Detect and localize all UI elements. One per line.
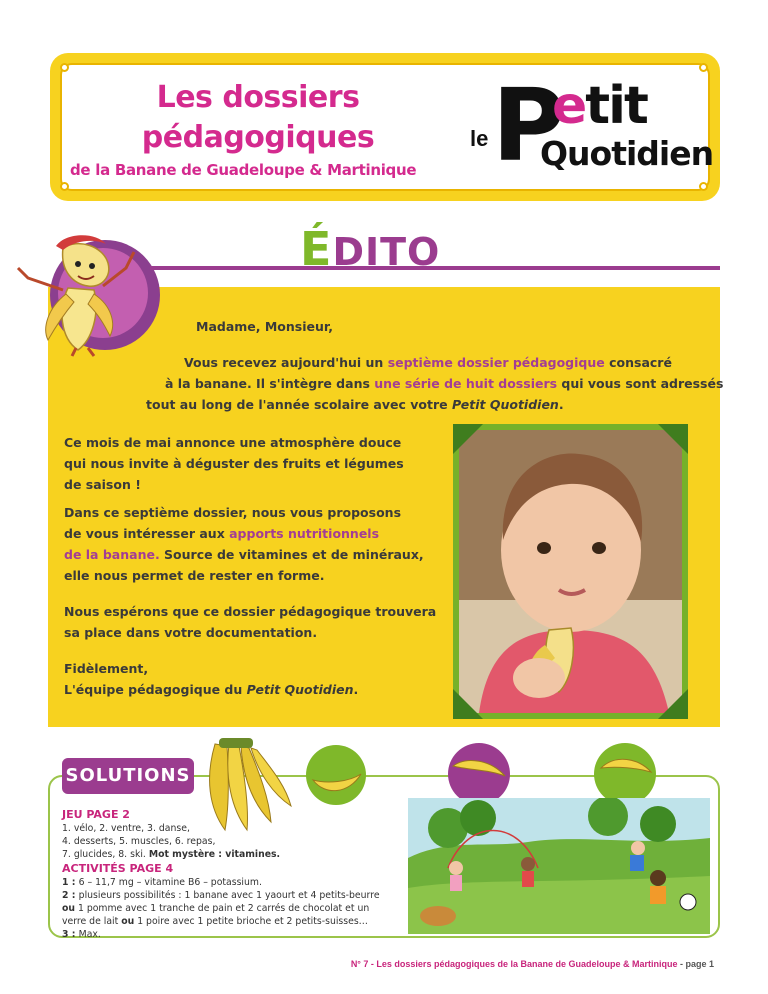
title-line-1: Les dossiers (156, 80, 360, 115)
logo-etit: etit (552, 76, 647, 136)
edito-paragraph-4: Nous espérons que ce dossier pédagogique trouvera sa place dans votre documentation. (64, 604, 437, 640)
banana-circle-purple-icon (447, 742, 511, 806)
edito-signature: Fidèlement, L'équipe pédagogique du Petit Quotidien. (64, 661, 359, 697)
page-subtitle: de la Banane de Guadeloupe & Martinique (70, 161, 417, 179)
jeu-heading: JEU PAGE 2 (62, 808, 130, 821)
activites-heading: ACTIVITÉS PAGE 4 (62, 862, 174, 875)
logo-p: P (492, 67, 560, 184)
corner-dot (60, 182, 69, 191)
corner-dot (699, 63, 708, 72)
solutions-heading: SOLUTIONS (62, 758, 194, 794)
banana-circle-green-icon (593, 742, 657, 806)
photo-corner-icon (453, 424, 483, 454)
logo-le: le (470, 126, 489, 151)
photo-corner-icon (658, 689, 688, 719)
edito-paragraph-1-line-1: Vous recevez aujourd'hui un septième dossier pédagogique consacré (184, 355, 672, 370)
corner-dot (60, 63, 69, 72)
page-title (128, 78, 388, 158)
edito-paragraph-2: Ce mois de mai annonce une atmosphère douce qui nous invite à déguster des fruits et légumes de saison ! (64, 435, 404, 492)
edito-paragraph-1-line-3: tout au long de l'année scolaire avec votre Petit Quotidien. (146, 397, 564, 412)
edito-paragraph-1-line-2: à la banane. Il s'intègre dans une série de huit dossiers qui vous sont adressés (165, 376, 724, 391)
petit-quotidien-logo (470, 67, 714, 186)
photo-corner-icon (658, 424, 688, 454)
edito-greeting: Madame, Monsieur, (196, 319, 333, 334)
page-footer: N° 7 - Les dossiers pédagogiques de la Banane de Guadeloupe & Martinique - page 1 (350, 959, 714, 969)
jeu-answers: 1. vélo, 2. ventre, 3. danse, 4. desserts, 5. muscles, 6. repas, 7. glucides, 8. ski. Mot mystère : vitamines. (62, 823, 281, 860)
logo-quotidien: Quotidien (540, 134, 714, 173)
child-illustration-icon (459, 430, 682, 713)
title-line-2: pédagogiques (141, 120, 375, 155)
children-playing-illustration (408, 798, 710, 934)
photo-corner-icon (453, 689, 483, 719)
banana-mascot-icon (8, 228, 148, 358)
banana-circle-green-icon (305, 744, 367, 806)
edito-paragraph-3: Dans ce septième dossier, nous vous proposons de vous intéresser aux apports nutritionnels de la banane. Source de vitamines et de minéraux, elle nous permet de rester en forme. (64, 505, 424, 583)
corner-dot (699, 182, 708, 191)
activites-answers: 1 : 6 – 11,7 mg – vitamine B6 – potassium. 2 : plusieurs possibilités : 1 banane avec 1 yaourt et 4 petits-beurre ou 1 pomme avec 1 tranche de pain et 2 carrés de chocolat et un verre de lait ou 1 poire avec 1 petite brioche et 2 petits-suisses… 3 : Max. (62, 877, 380, 940)
child-eating-banana-photo (453, 424, 688, 719)
edito-heading: ÉDITO (300, 222, 441, 276)
